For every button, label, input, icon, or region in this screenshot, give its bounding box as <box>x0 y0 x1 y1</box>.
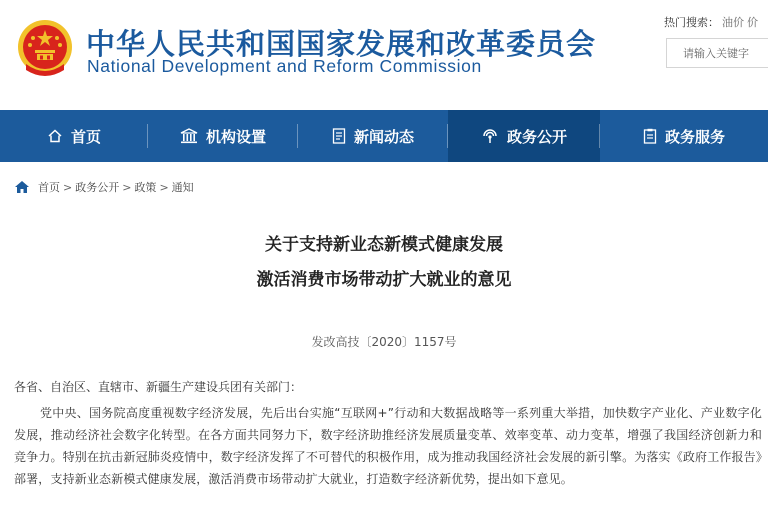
nav-item-label: 新闻动态 <box>353 127 414 146</box>
hot-search-label: 热门搜索： <box>664 16 719 29</box>
hot-search-bar <box>664 14 758 30</box>
hot-search-item[interactable]: 油价 <box>722 16 744 29</box>
nav-item-label: 政务公开 <box>506 127 567 146</box>
breadcrumb-home[interactable]: 首页 <box>38 181 60 194</box>
building-icon <box>180 128 198 144</box>
breadcrumb-notice[interactable]: 通知 <box>171 181 194 194</box>
nav-item-organization[interactable] <box>148 110 298 162</box>
search-input[interactable] <box>666 38 768 68</box>
site-header <box>0 0 768 108</box>
national-emblem-logo[interactable] <box>16 18 74 78</box>
broadcast-icon <box>481 128 499 144</box>
main-nav <box>0 110 768 162</box>
breadcrumb-separator: > <box>63 180 73 194</box>
document-icon <box>332 128 346 144</box>
nav-item-label: 政务服务 <box>664 127 725 146</box>
home-icon[interactable] <box>14 180 30 194</box>
nav-item-news[interactable] <box>298 110 448 162</box>
home-icon <box>47 128 63 144</box>
article-body-paragraph: 党中央、国务院高度重视数字经济发展，先后出台实施“互联网+”行动和大数据战略等一系列重大举措，加快数字产业化、产业数字化发展，推动经济社会数字化转型。在各方面共同努力下，数字经济助推经济发展质量变革、效率变革、动力变革，增强了我国经济创新力和竞争力。特别在抗击新冠肺炎疫情中，数字经济发挥了不可替代的积极作用，成为推动我国经济社会发展的新引擎。为落实《政府工作报告》部署，支持新业态新模式健康发展，激活消费市场带动扩大就业，打造数字经济新优势，提出如下意见。 <box>14 406 762 486</box>
article-title-line2: 激活消费市场带动扩大就业的意见 <box>256 270 512 290</box>
nav-item-government-affairs[interactable] <box>448 110 600 162</box>
article-salutation: 各省、自治区、直辖市、新疆生产建设兵团有关部门： <box>14 380 303 394</box>
hot-search-item[interactable]: 价 <box>747 16 758 29</box>
breadcrumb-policy[interactable]: 政策 <box>134 181 157 194</box>
breadcrumb-government-affairs[interactable]: 政务公开 <box>75 181 120 194</box>
nav-item-label: 机构设置 <box>205 127 266 146</box>
nav-item-label: 首页 <box>70 127 101 146</box>
clipboard-icon <box>643 128 657 144</box>
document-number: 发改高技〔2020〕1157号 <box>311 335 457 349</box>
org-name-en: National Development and Reform Commission <box>87 56 482 76</box>
breadcrumb-separator: > <box>122 180 132 194</box>
nav-item-services[interactable] <box>600 110 768 162</box>
breadcrumb-separator: > <box>159 180 169 194</box>
article-title-line1: 关于支持新业态新模式健康发展 <box>265 235 503 255</box>
org-name-cn: 中华人民共和国国家发展和改革委员会 <box>86 27 597 61</box>
nav-item-home[interactable] <box>0 110 148 162</box>
breadcrumb <box>14 179 194 195</box>
